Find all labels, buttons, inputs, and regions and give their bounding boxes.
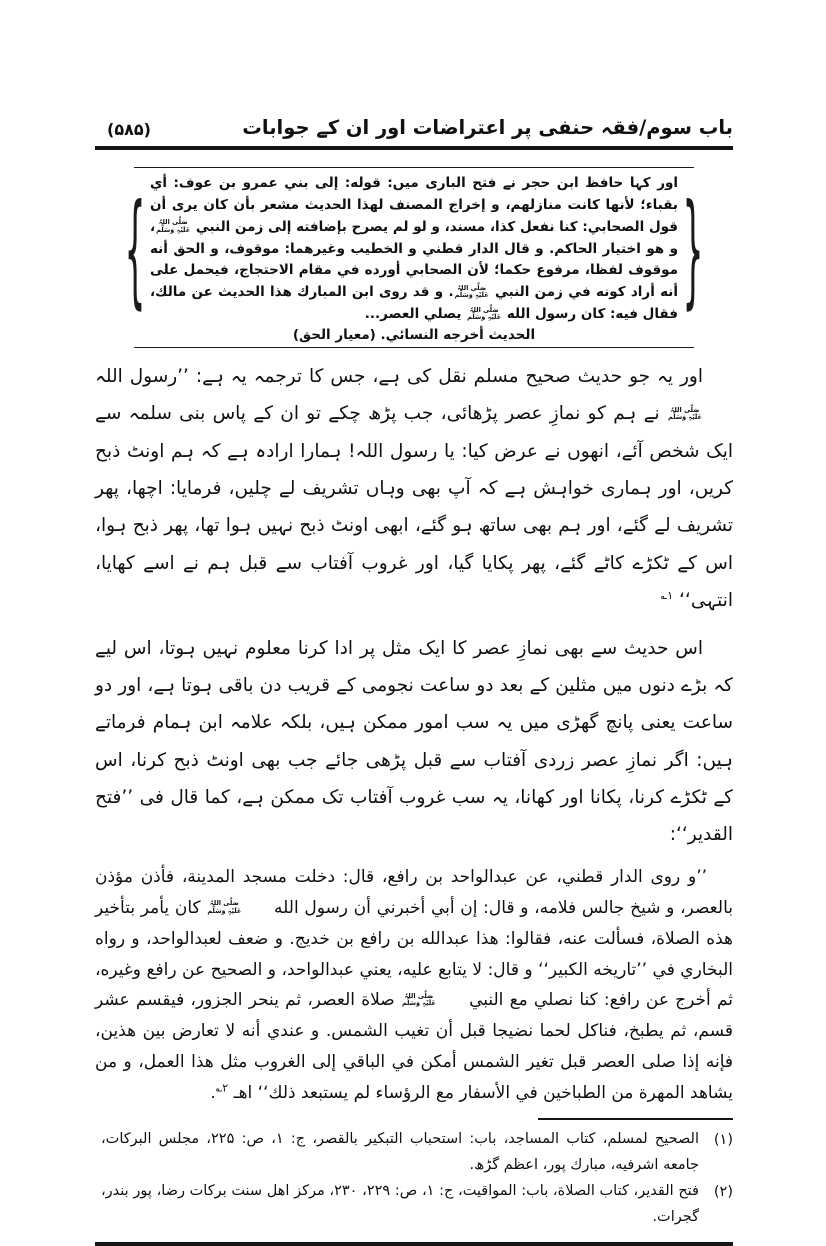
page-title: باب سوم/فقہ حنفی پر اعتراضات اور ان کے جوابات (242, 116, 733, 139)
footnote-row (95, 1127, 733, 1179)
header-rule (95, 146, 733, 150)
footnote-row (95, 1179, 733, 1231)
honorific-mark: صَلَّی اللہُ عَلَیْہِ وَسَلَّم (401, 991, 436, 1008)
footnote-separator (538, 1118, 733, 1120)
honorific-mark: صَلَّی اللہُ عَلَیْہِ وَسَلَّم (454, 283, 489, 300)
fath-al-qadir-quotation: ’’و روى الدار قطني، عن عبدالواحد بن رافع، قال: دخلت مسجد المدينة، فأذن مؤذن بالعصر، و شيخ جالس فلامه، و قال: إن أبي أخبرني أن رسول الله صَلَّی اللہُ عَلَیْہِ وَسَلَّم كان يأمر بتأخير هذه الصلاة، فسألت عنه، فقالوا: هذا عبدالله بن رافع بن خديج. و ضعف لعبدالواحد، و رواه البخاري في ’’تاريخه الكبير‘‘ و قال: لا يتابع عليه، يعني عبدالواحد، و الصحيح عن رافع وغيره، ثم أخرج عن رافع: كنا نصلي مع النبي صَلَّی اللہُ عَلَیْہِ وَسَلَّم صلاة العصر، ثم ينحر الجزور، فيقسم عشر قسم، ثم يطبخ، فناكل لحما نضيجا قبل أن تغيب الشمس. و عندي أنه لا تعارض بين هذين، فإنه إذا صلى العصر قبل تغير الشمس أمكن في الباقي إلى الغروب مثل هذا العمل، و من يشاهد المهرة من الطباخين في الأسفار مع الرؤساء لم يستبعد ذلك‘‘ اهـ $^{۲؎}$. (95, 866, 733, 1104)
footnote-text: فتح القدير، كتاب الصلاة، باب: المواقيت، ج: ۱، ص: ۲۲۹، ۲۳۰، مركز اهل سنت بركات رضا، پور بندر، گجرات. (101, 1182, 699, 1225)
footnote-marker: (۱) (713, 1132, 733, 1149)
page-number: (۵۸۵) (107, 120, 151, 139)
commentary-paragraph: اس حدیث سے بھی نمازِ عصر کا ایک مثل پر ادا کرنا معلوم نہیں ہوتا، اس لیے کہ بڑے دنوں میں مثلین کے بعد دو ساعت نجومی کے قریب دن باقی ہوتا ہے، اور دو ساعت یعنی پانچ گھڑی میں یہ سب امور ممکن ہیں، بلکہ علامہ ابن ہمام فرماتے ہیں: اگر نمازِ عصر زردی آفتاب سے قبل پڑھی جائے جب بھی اونٹ ذبح کرنا، اس کے ٹکڑے کرنا، پکانا اور کھانا، یہ سب غروب آفتاب تک ممکن ہے، کما قال فی ’’فتح القدیر‘‘: (95, 637, 733, 846)
honorific-mark: صَلَّی اللہُ عَلَیْہِ وَسَلَّم (207, 899, 242, 915)
footnote-reference: ۲؎ (215, 1081, 229, 1095)
hadith-translation-paragraph: اور یہ جو حدیث صحیح مسلم نقل کی ہے، جس کا ترجمہ یہ ہے: ’’رسول اللہ صَلَّی اللہُ عَلَیْہِ وَسَلَّم نے ہم کو نمازِ عصر پڑھائی، جب پڑھ چکے تو ان کے پاس بنی سلمہ سے ایک شخص آئے، انھوں نے عرض کیا: یا رسول اللہ! ہمارا ارادہ ہے کہ ہم اونٹ ذبح کریں، اور ہماری خواہش ہے کہ آپ بھی وہاں تشریف لے چلیں، فرمایا: اچھا، پھر تشریف لے گئے، اور ہم بھی ساتھ ہو گئے، ابھی اونٹ ذبح نہیں ہوا تھا، پھر ذبح ہوا، اس کے ٹکڑے کاٹے گئے، پھر پکایا گیا، اور غروب آفتاب سے قبل ہم نے اسے کھایا، انتہی‘‘ $^{۱؎}$ (95, 366, 733, 612)
footnote-marker: (۲) (713, 1183, 733, 1200)
footnote-text: الصحيح لمسلم، كتاب المساجد، باب: استحباب التبكير بالقصر، ج: ۱، ص: ۲۲۵، مجلس البركات، جامعه اشرفيه، مبارك پور، اعظم گڑھ. (101, 1131, 699, 1173)
page-header (95, 116, 733, 139)
left-brace-decoration: { (124, 184, 146, 325)
quote-box-footer: الحديث أخرجه النسائي. (معيار الحق) (292, 327, 536, 344)
footnote-reference: ۱؎ (660, 589, 674, 603)
honorific-mark: صَلَّی اللہُ عَلَیْہِ وَسَلَّم (156, 218, 191, 234)
honorific-mark: صَلَّی اللہُ عَلَیْہِ وَسَلَّم (667, 405, 702, 422)
footer-rule (95, 1242, 733, 1246)
quote-box-text: اور کہا حافظ ابن حجر نے فتح الباری میں: قوله: إلى بني عمرو بن عوف: أي بقباء؛ لأنها كانت منازلهم، و إخراج المصنف لهذا الحديث مشعر بأن كان يرى أن قول الصحابي: كنا نفعل كذا، مسند، و لو لم يصرح بإضافته إلى زمن النبي صَلَّی اللہُ عَلَیْہِ وَسَلَّم ، و هو اختيار الحاكم. و قال الدار قطني و الخطيب وغيرهما: موقوف، و الحق أنه موقوف لفظا، مرفوع حكما؛ لأن الصحابي أورده في مقام الاحتجاج، فيحمل على أنه أراد كونه في زمن النبي صَلَّی اللہُ عَلَیْہِ وَسَلَّم . و قد روى ابن المبارك هذا الحديث عن مالك، فقال فيه: كان رسول الله صَلَّی اللہُ عَلَیْہِ وَسَلَّم يصلي العصر... (150, 175, 679, 323)
honorific-mark: صَلَّی اللہُ عَلَیْہِ وَسَلَّم (467, 305, 502, 322)
footnotes-section (95, 1127, 733, 1230)
right-brace-decoration: } (682, 184, 704, 325)
fath-al-bari-quote-box (124, 167, 704, 348)
